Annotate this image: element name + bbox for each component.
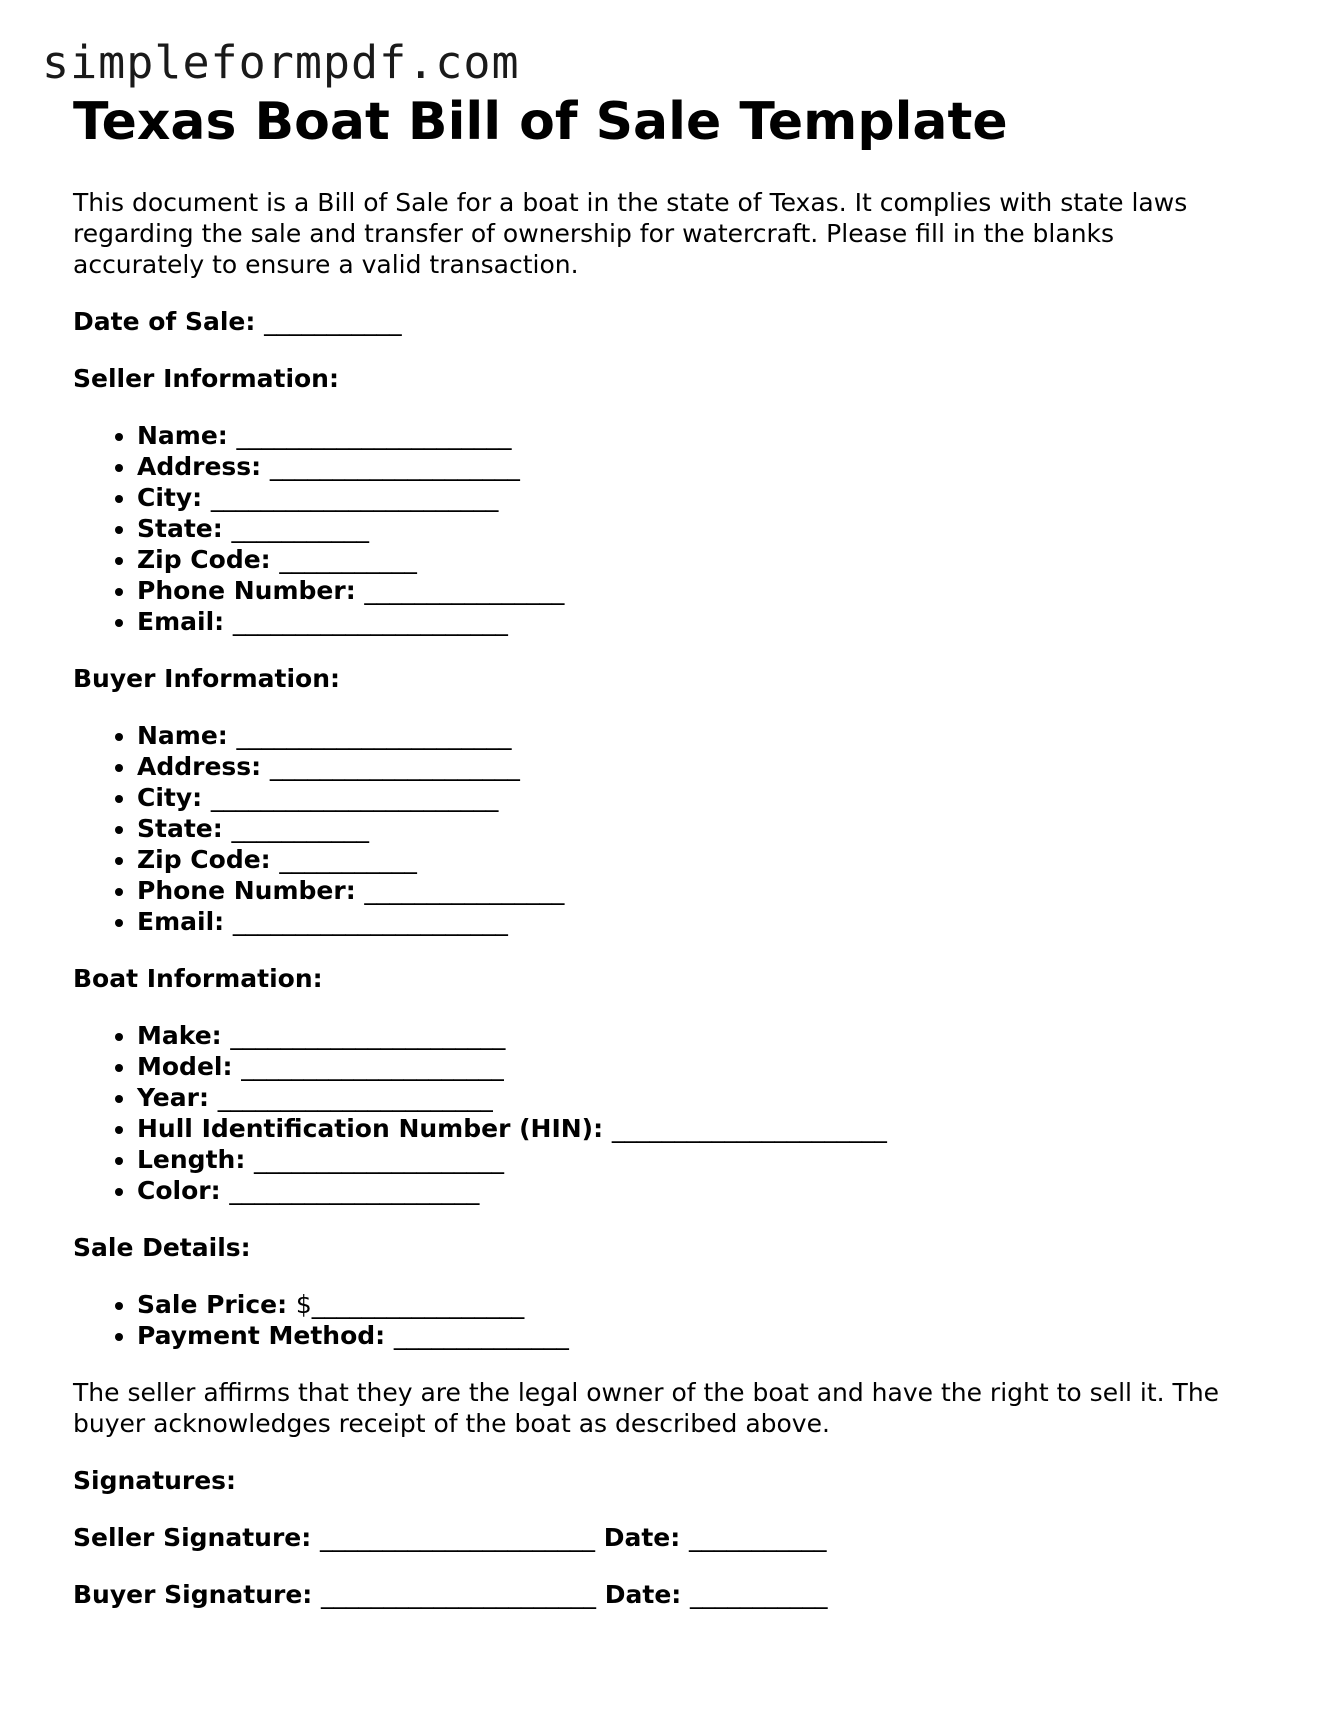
buyer-signature-label: Buyer Signature: <box>73 1580 313 1610</box>
sale-price-blank[interactable]: $_________________ <box>295 1290 525 1320</box>
boat-hin-blank[interactable]: ______________________ <box>611 1114 887 1144</box>
seller-state-item <box>137 513 1273 544</box>
field-label: Length: <box>137 1145 246 1175</box>
date-of-sale-field <box>73 306 1273 337</box>
field-label: Sale Price: <box>137 1290 288 1320</box>
boat-info-list <box>73 1020 1273 1206</box>
boat-model-item <box>137 1051 1273 1082</box>
watermark: simpleformpdf.com <box>42 36 520 89</box>
boat-info-heading: Boat Information: <box>73 964 323 994</box>
field-label: Make: <box>137 1021 222 1051</box>
buyer-signature-line <box>73 1579 1273 1610</box>
seller-info-heading: Seller Information: <box>73 364 339 394</box>
buyer-info-heading: Buyer Information: <box>73 664 341 694</box>
seller-signature-label: Seller Signature: <box>73 1523 312 1553</box>
field-label: Zip Code: <box>137 845 271 875</box>
boat-color-item <box>137 1175 1273 1206</box>
buyer-name-blank[interactable]: ______________________ <box>236 721 512 751</box>
buyer-date-label: Date: <box>604 1580 682 1610</box>
seller-address-item <box>137 451 1273 482</box>
seller-info-list <box>73 420 1273 637</box>
seller-email-blank[interactable]: ______________________ <box>232 607 508 637</box>
boat-length-blank[interactable]: ____________________ <box>254 1145 505 1175</box>
boat-model-blank[interactable]: _____________________ <box>241 1052 504 1082</box>
field-label: Address: <box>137 452 262 482</box>
seller-date-blank[interactable]: ___________ <box>688 1523 827 1553</box>
buyer-zip-blank[interactable]: ___________ <box>279 845 417 875</box>
seller-zip-item <box>137 544 1273 575</box>
buyer-info-list <box>73 720 1273 937</box>
seller-name-item <box>137 420 1273 451</box>
seller-address-blank[interactable]: ____________________ <box>269 452 520 482</box>
field-label: Zip Code: <box>137 545 271 575</box>
buyer-city-item <box>137 782 1273 813</box>
field-label: Address: <box>137 752 262 782</box>
field-label: Email: <box>137 907 225 937</box>
buyer-signature-blank[interactable]: ______________________ <box>321 1580 597 1610</box>
boat-make-blank[interactable]: ______________________ <box>230 1021 506 1051</box>
document-title: Texas Boat Bill of Sale Template <box>73 92 1008 152</box>
seller-signature-blank[interactable]: ______________________ <box>319 1523 595 1553</box>
buyer-state-blank[interactable]: ___________ <box>231 814 369 844</box>
field-label: Hull Identification Number (HIN): <box>137 1114 604 1144</box>
boat-hin-item <box>137 1113 1273 1144</box>
affirmation-paragraph: The seller affirms that they are the legal owner of the boat and have the right to sell it. The buyer acknowledges receipt of the boat as described above. <box>73 1378 1220 1439</box>
buyer-phone-item <box>137 875 1273 906</box>
seller-phone-blank[interactable]: ________________ <box>364 576 565 606</box>
sale-price-item <box>137 1289 1273 1320</box>
seller-name-blank[interactable]: ______________________ <box>236 421 512 451</box>
boat-color-blank[interactable]: ____________________ <box>229 1176 480 1206</box>
boat-length-item <box>137 1144 1273 1175</box>
field-label: Year: <box>137 1083 209 1113</box>
field-label: Model: <box>137 1052 233 1082</box>
buyer-email-item <box>137 906 1273 937</box>
document-page <box>73 94 1273 1610</box>
field-label: State: <box>137 514 223 544</box>
seller-email-item <box>137 606 1273 637</box>
intro-paragraph: This document is a Bill of Sale for a boat in the state of Texas. It complies with state laws regarding the sale and transfer of ownership for watercraft. Please fill in the blanks accurately to ensure a valid transaction. <box>73 188 1188 280</box>
buyer-address-blank[interactable]: ____________________ <box>269 752 520 782</box>
signatures-heading: Signatures: <box>73 1466 237 1496</box>
seller-city-blank[interactable]: _______________________ <box>210 483 499 513</box>
field-label: Color: <box>137 1176 221 1206</box>
payment-method-item <box>137 1320 1273 1351</box>
seller-signature-line <box>73 1522 1273 1553</box>
date-of-sale-label: Date of Sale: <box>73 307 256 337</box>
boat-make-item <box>137 1020 1273 1051</box>
seller-date-label: Date: <box>603 1523 681 1553</box>
buyer-address-item <box>137 751 1273 782</box>
field-label: Name: <box>137 721 228 751</box>
field-label: Payment Method: <box>137 1321 386 1351</box>
seller-phone-item <box>137 575 1273 606</box>
buyer-email-blank[interactable]: ______________________ <box>232 907 508 937</box>
boat-year-item <box>137 1082 1273 1113</box>
field-label: Name: <box>137 421 228 451</box>
sale-details-heading: Sale Details: <box>73 1233 251 1263</box>
seller-state-blank[interactable]: ___________ <box>231 514 369 544</box>
buyer-name-item <box>137 720 1273 751</box>
seller-city-item <box>137 482 1273 513</box>
buyer-state-item <box>137 813 1273 844</box>
field-label: Email: <box>137 607 225 637</box>
buyer-zip-item <box>137 844 1273 875</box>
field-label: Phone Number: <box>137 876 356 906</box>
payment-method-blank[interactable]: ______________ <box>393 1321 569 1351</box>
boat-year-blank[interactable]: ______________________ <box>217 1083 493 1113</box>
field-label: City: <box>137 783 203 813</box>
date-of-sale-blank[interactable]: ___________ <box>264 307 402 337</box>
buyer-phone-blank[interactable]: ________________ <box>364 876 565 906</box>
field-label: State: <box>137 814 223 844</box>
buyer-city-blank[interactable]: _______________________ <box>210 783 499 813</box>
field-label: Phone Number: <box>137 576 356 606</box>
buyer-date-blank[interactable]: ___________ <box>690 1580 828 1610</box>
field-label: City: <box>137 483 203 513</box>
seller-zip-blank[interactable]: ___________ <box>279 545 417 575</box>
sale-details-list <box>73 1289 1273 1351</box>
